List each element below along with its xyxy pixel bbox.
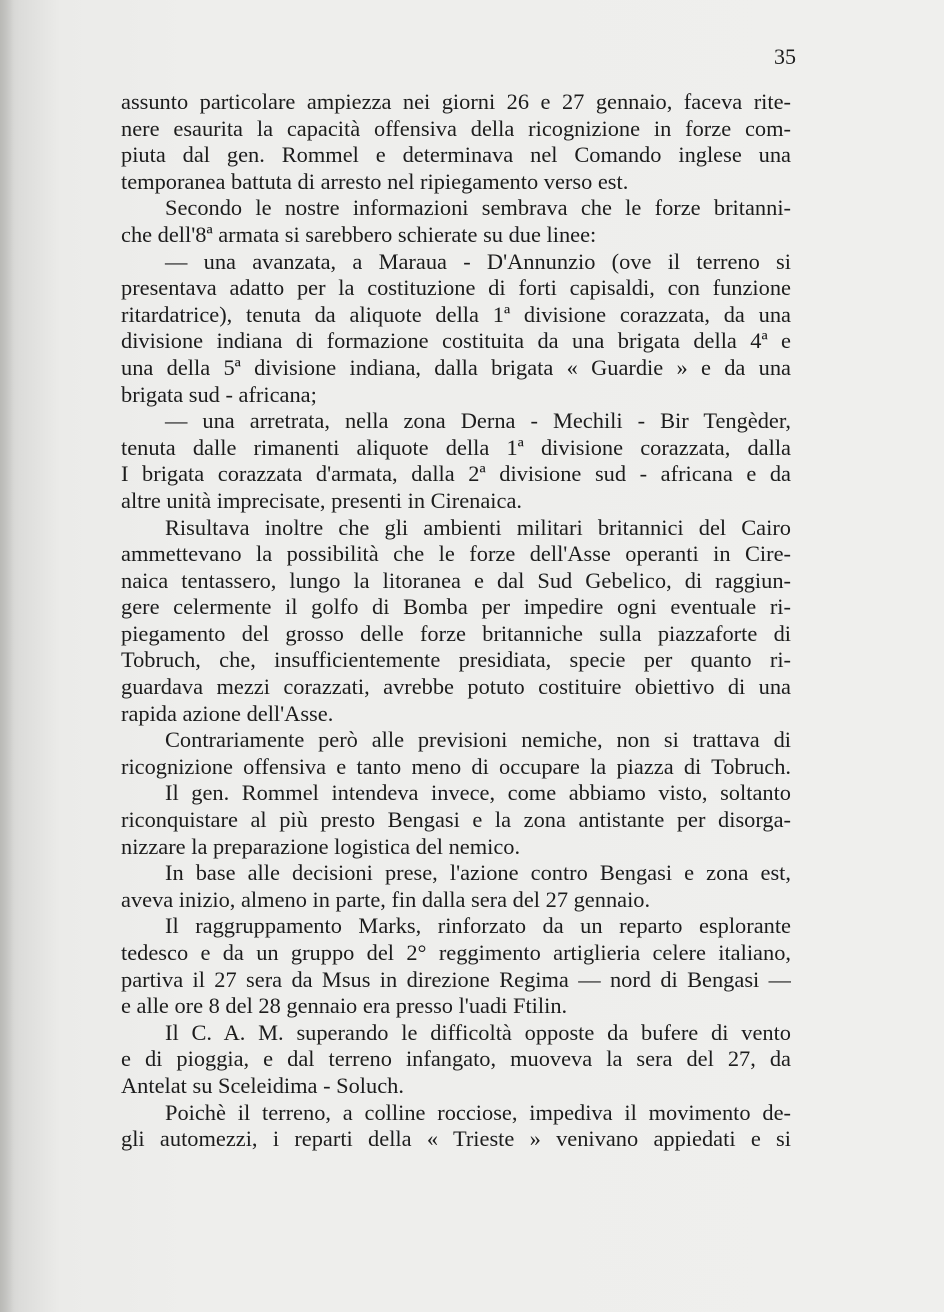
text-line: aveva inizio, almeno in parte, fin dalla sera del 27 gennaio.: [121, 886, 651, 912]
text-line: gli automezzi, i reparti della « Trieste » venivano appiedati e si: [121, 1126, 791, 1152]
body-text: [121, 89, 791, 1153]
text-line: Il C. A. M. superando le difficoltà opposte da bufere di vento: [165, 1019, 791, 1045]
text-line: gere celermente il golfo di Bomba per impedire ogni eventuale ri-: [121, 594, 791, 620]
text-line: Antelat su Sceleidima - Soluch.: [121, 1072, 404, 1098]
page-gutter-shadow: [0, 0, 14, 1312]
text-line: temporanea battuta di arresto nel ripiegamento verso est.: [121, 168, 629, 194]
text-line: una della 5ª divisione indiana, dalla brigata « Guardie » e da una: [121, 354, 791, 380]
text-line: Risultava inoltre che gli ambienti militari britannici del Cairo: [165, 514, 791, 540]
text-line: Poichè il terreno, a colline rocciose, impediva il movimento de-: [165, 1099, 791, 1125]
text-line: Tobruch, che, insufficientemente presidiata, specie per quanto ri-: [121, 647, 791, 673]
page-number: 35: [774, 44, 796, 69]
text-line: nizzare la preparazione logistica del nemico.: [121, 833, 521, 859]
text-line: Contrariamente però alle previsioni nemiche, non si trattava di: [165, 727, 791, 753]
text-line: piegamento del grosso delle forze britanniche sulla piazzaforte di: [121, 620, 791, 646]
text-line: altre unità imprecisate, presenti in Cirenaica.: [121, 487, 522, 513]
text-line: piuta dal gen. Rommel e determinava nel Comando inglese una: [121, 142, 791, 168]
text-line: Il gen. Rommel intendeva invece, come abbiamo visto, soltanto: [165, 780, 791, 806]
text-line: naica tentassero, lungo la litoranea e dal Sud Gebelico, di raggiun-: [121, 567, 791, 593]
text-line: tenuta dalle rimanenti aliquote della 1ª divisione corazzata, dalla: [121, 434, 791, 460]
text-line: assunto particolare ampiezza nei giorni 26 e 27 gennaio, faceva rite-: [121, 89, 791, 114]
text-line: Secondo le nostre informazioni sembrava che le forze britanni-: [165, 195, 791, 221]
text-line: e alle ore 8 del 28 gennaio era presso l'uadi Ftilin.: [121, 993, 568, 1019]
text-line: guardava mezzi corazzati, avrebbe potuto costituire obiettivo di una: [121, 674, 791, 700]
text-line: rapida azione dell'Asse.: [121, 700, 334, 726]
text-line: — una avanzata, a Maraua - D'Annunzio (ove il terreno si: [165, 248, 791, 274]
text-line: nere esaurita la capacità offensiva della ricognizione in forze com-: [121, 115, 791, 141]
text-line: divisione indiana di formazione costituita da una brigata della 4ª e: [121, 328, 791, 354]
text-line: Il raggruppamento Marks, rinforzato da un reparto esplorante: [165, 913, 791, 939]
text-line: e di pioggia, e dal terreno infangato, muoveva la sera del 27, da: [121, 1046, 791, 1072]
text-line: tedesco e da un gruppo del 2° reggimento artiglieria celere italiano,: [121, 940, 791, 965]
text-line: ammettevano la possibilità che le forze dell'Asse operanti in Cire-: [121, 541, 791, 567]
text-line: che dell'8ª armata si sarebbero schierate su due linee:: [121, 221, 597, 247]
text-line: I brigata corazzata d'armata, dalla 2ª divisione sud - africana e da: [121, 461, 791, 487]
text-line: ricognizione offensiva e tanto meno di occupare la piazza di Tobruch.: [121, 753, 791, 779]
text-line: brigata sud - africana;: [121, 381, 317, 407]
text-line: partiva il 27 sera da Msus in direzione Regima — nord di Bengasi —: [121, 966, 791, 992]
text-line: presentava adatto per la costituzione di forti capisaldi, con funzione: [121, 275, 791, 301]
text-line: In base alle decisioni prese, l'azione contro Bengasi e zona est,: [165, 860, 791, 886]
text-line: — una arretrata, nella zona Derna - Mechili - Bir Tengèder,: [165, 408, 791, 434]
text-line: ritardatrice), tenuta da aliquote della 1ª divisione corazzata, da una: [121, 301, 791, 327]
text-line: riconquistare al più presto Bengasi e la zona antistante per disorga-: [121, 807, 791, 833]
